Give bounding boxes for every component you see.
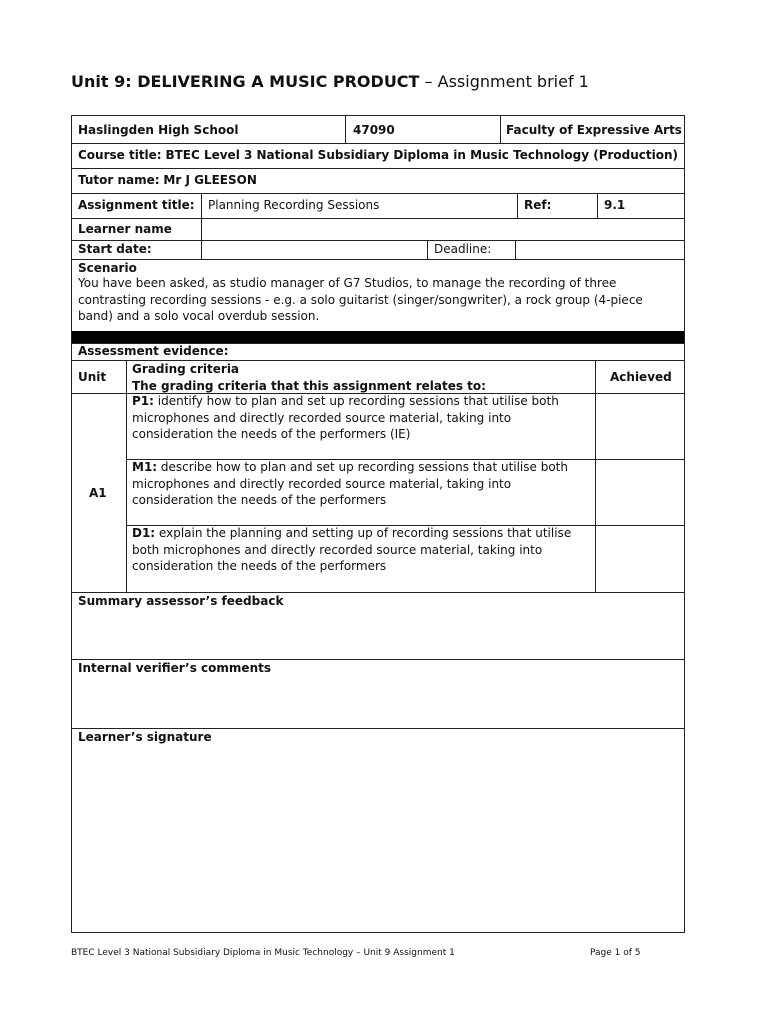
footer-course: BTEC Level 3 National Subsidiary Diploma in Music Technology – Unit 9 Assignment 1 xyxy=(71,948,455,958)
scenario-text: You have been asked, as studio manager of G7 Studios, to manage the recording of three contrasting recording sessions - e.g. a solo guitarist (singer/songwriter), a rock group (4-piece band) and a solo vocal overdub session. xyxy=(78,276,643,323)
criterion-p1 xyxy=(132,393,590,443)
tutor-name xyxy=(78,172,257,188)
title-unit: Unit 9: DELIVERING A MUSIC PRODUCT xyxy=(71,72,420,91)
section-divider-bar xyxy=(72,331,684,343)
criterion-code: P1: xyxy=(132,394,154,408)
centre-number: 47090 xyxy=(353,123,395,137)
school-name: Haslingden High School xyxy=(78,123,239,137)
start-date-label: Start date: xyxy=(78,242,152,256)
assignment-brief-form xyxy=(71,115,685,933)
learner-signature-label: Learner’s signature xyxy=(78,730,212,744)
assessor-feedback-label: Summary assessor’s feedback xyxy=(78,594,284,608)
criterion-code: D1: xyxy=(132,526,156,540)
criterion-m1 xyxy=(132,459,590,509)
ref-label: Ref: xyxy=(524,198,552,212)
course-title xyxy=(78,147,678,163)
grading-criteria-header: Grading criteria xyxy=(132,362,240,376)
criterion-text: identify how to plan and set up recording sessions that utilise both microphones and directly recorded source material, taking into consideration the needs of the performers (IE) xyxy=(132,394,559,441)
deadline-label: Deadline: xyxy=(434,242,492,256)
criterion-d1 xyxy=(132,525,590,575)
course-title-value: BTEC Level 3 National Subsidiary Diploma in Music Technology (Production) xyxy=(165,148,679,162)
title-brief: – Assignment brief 1 xyxy=(419,72,589,91)
criterion-code: M1: xyxy=(132,460,158,474)
course-title-label: Course title: xyxy=(78,148,162,162)
ref-value: 9.1 xyxy=(604,198,626,212)
assignment-title-value: Planning Recording Sessions xyxy=(208,198,380,212)
document-title xyxy=(71,72,589,91)
criterion-text: explain the planning and setting up of recording sessions that utilise both microphones and directly recorded source material, taking into consideration the needs of the performers xyxy=(132,526,572,573)
unit-code: A1 xyxy=(89,486,107,500)
verifier-comments-label: Internal verifier’s comments xyxy=(78,661,271,675)
assignment-title-label: Assignment title: xyxy=(78,198,195,212)
assessment-heading: Assessment evidence: xyxy=(78,344,229,358)
criterion-text: describe how to plan and set up recording sessions that utilise both microphones and directly recorded source material, taking into consideration the needs of the performers xyxy=(132,460,568,507)
grading-criteria-subheader: The grading criteria that this assignment relates to: xyxy=(132,379,486,393)
unit-column-header: Unit xyxy=(78,370,107,384)
learner-name-label: Learner name xyxy=(78,222,172,236)
achieved-column-header: Achieved xyxy=(610,370,672,384)
faculty-name: Faculty of Expressive Arts xyxy=(506,123,682,137)
tutor-label: Tutor name: xyxy=(78,173,160,187)
tutor-value: Mr J GLEESON xyxy=(163,173,257,187)
scenario-heading: Scenario xyxy=(78,261,137,275)
footer-page-number: Page 1 of 5 xyxy=(590,948,641,958)
